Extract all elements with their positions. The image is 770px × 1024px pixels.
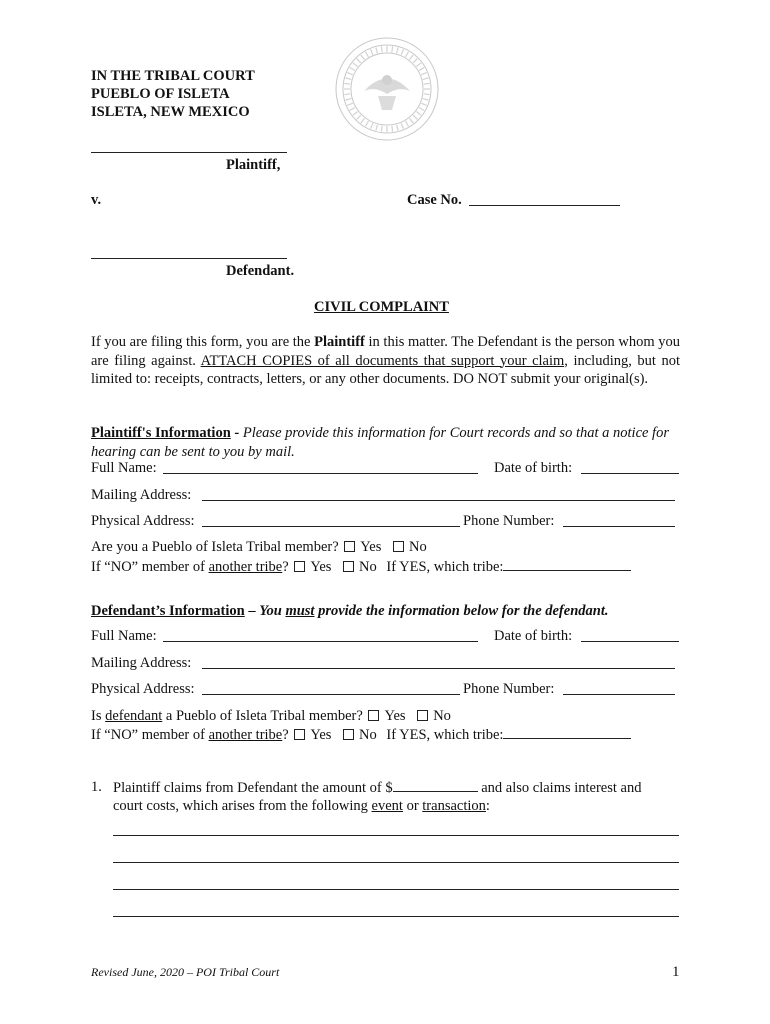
attach-copies-notice: ATTACH COPIES of all documents that support your claim, xyxy=(200,352,568,369)
court-name-line2: PUEBLO OF ISLETA xyxy=(91,86,230,102)
claim-line-2: court costs, which arises from the following event or transaction: xyxy=(113,798,490,814)
defendant-member-yes-checkbox[interactable] xyxy=(368,710,379,721)
plaintiff-mailing-label: Mailing Address: xyxy=(91,487,192,503)
defendant-other-tribe-yes-checkbox[interactable] xyxy=(294,729,305,740)
plaintiff-info-heading-block: Plaintiff's Information - Please provide this information for Court records and so that a notice for hearing can be sent to you by mail. xyxy=(91,425,669,460)
defendant-which-tribe-field[interactable] xyxy=(503,726,631,739)
plaintiff-info-instruction: Please provide this information for Court records and so that a notice for hearing can be sent to you by mail. xyxy=(91,425,669,460)
defendant-other-tribe-question: If “NO” member of another tribe? Yes No If YES, which tribe: xyxy=(91,726,631,744)
defendant-mailing-label: Mailing Address: xyxy=(91,655,192,671)
defendant-label: Defendant. xyxy=(226,263,295,279)
defendant-full-name-field[interactable] xyxy=(163,641,478,642)
defendant-dob-field[interactable] xyxy=(581,641,679,642)
plaintiff-emphasis: Plaintiff xyxy=(314,334,365,350)
claim-amount-field[interactable] xyxy=(393,779,478,792)
defendant-member-no-checkbox[interactable] xyxy=(417,710,428,721)
claim-description-line-2[interactable] xyxy=(113,862,679,863)
versus-label: v. xyxy=(91,192,102,208)
intro-paragraph: If you are filing this form, you are the Plaintiff in this matter. The Defendant is the person whom you are filing against. ATTACH COPIES of all documents that support your claim, including, but not limited to: receipts, contracts, letters, or any other documents. DO NOT submit your original(s). xyxy=(91,334,680,387)
plaintiff-label: Plaintiff, xyxy=(226,157,281,173)
plaintiff-phone-label: Phone Number: xyxy=(463,513,555,529)
court-name-line3: ISLETA, NEW MEXICO xyxy=(91,104,250,120)
plaintiff-info-heading: Plaintiff's Information xyxy=(91,425,231,441)
plaintiff-other-tribe-yes-checkbox[interactable] xyxy=(294,561,305,572)
document-title: CIVIL COMPLAINT xyxy=(314,299,449,315)
defendant-info-heading-block: Defendant’s Information – You must provide the information below for the defendant. xyxy=(91,603,609,619)
plaintiff-phone-field[interactable] xyxy=(563,526,675,527)
defendant-mailing-field[interactable] xyxy=(202,668,675,669)
defendant-member-question: Is defendant a Pueblo of Isleta Tribal member? Yes No xyxy=(91,708,451,724)
case-number-field[interactable] xyxy=(469,205,620,206)
plaintiff-other-tribe-question: If “NO” member of another tribe? Yes No If YES, which tribe: xyxy=(91,558,631,576)
plaintiff-member-question: Are you a Pueblo of Isleta Tribal member? Yes No xyxy=(91,539,427,555)
defendant-phone-label: Phone Number: xyxy=(463,681,555,697)
plaintiff-full-name-label: Full Name: xyxy=(91,460,157,476)
court-name-line1: IN THE TRIBAL COURT xyxy=(91,68,255,84)
plaintiff-which-tribe-field[interactable] xyxy=(503,558,631,571)
page-number: 1 xyxy=(672,964,680,980)
claim-line-1: Plaintiff claims from Defendant the amount of $ and also claims interest and xyxy=(113,780,642,796)
defendant-full-name-label: Full Name: xyxy=(91,628,157,644)
claim-description-line-4[interactable] xyxy=(113,916,679,917)
plaintiff-physical-label: Physical Address: xyxy=(91,513,195,529)
plaintiff-member-no-checkbox[interactable] xyxy=(393,541,404,552)
plaintiff-member-yes-checkbox[interactable] xyxy=(344,541,355,552)
defendant-physical-field[interactable] xyxy=(202,694,460,695)
claim-description-line-1[interactable] xyxy=(113,835,679,836)
claim-number: 1. xyxy=(91,779,102,795)
defendant-name-line[interactable] xyxy=(91,258,287,259)
plaintiff-physical-field[interactable] xyxy=(202,526,460,527)
claim-description-line-3[interactable] xyxy=(113,889,679,890)
tribal-seal-icon xyxy=(334,36,440,142)
defendant-phone-field[interactable] xyxy=(563,694,675,695)
plaintiff-full-name-field[interactable] xyxy=(163,473,478,474)
defendant-physical-label: Physical Address: xyxy=(91,681,195,697)
defendant-dob-label: Date of birth: xyxy=(494,628,573,644)
defendant-other-tribe-no-checkbox[interactable] xyxy=(343,729,354,740)
plaintiff-other-tribe-no-checkbox[interactable] xyxy=(343,561,354,572)
plaintiff-dob-label: Date of birth: xyxy=(494,460,573,476)
plaintiff-dob-field[interactable] xyxy=(581,473,679,474)
plaintiff-mailing-field[interactable] xyxy=(202,500,675,501)
defendant-info-heading: Defendant’s Information xyxy=(91,603,245,619)
plaintiff-name-line[interactable] xyxy=(91,152,287,153)
revision-footer: Revised June, 2020 – POI Tribal Court xyxy=(91,965,280,979)
case-number-label: Case No. xyxy=(407,192,462,208)
